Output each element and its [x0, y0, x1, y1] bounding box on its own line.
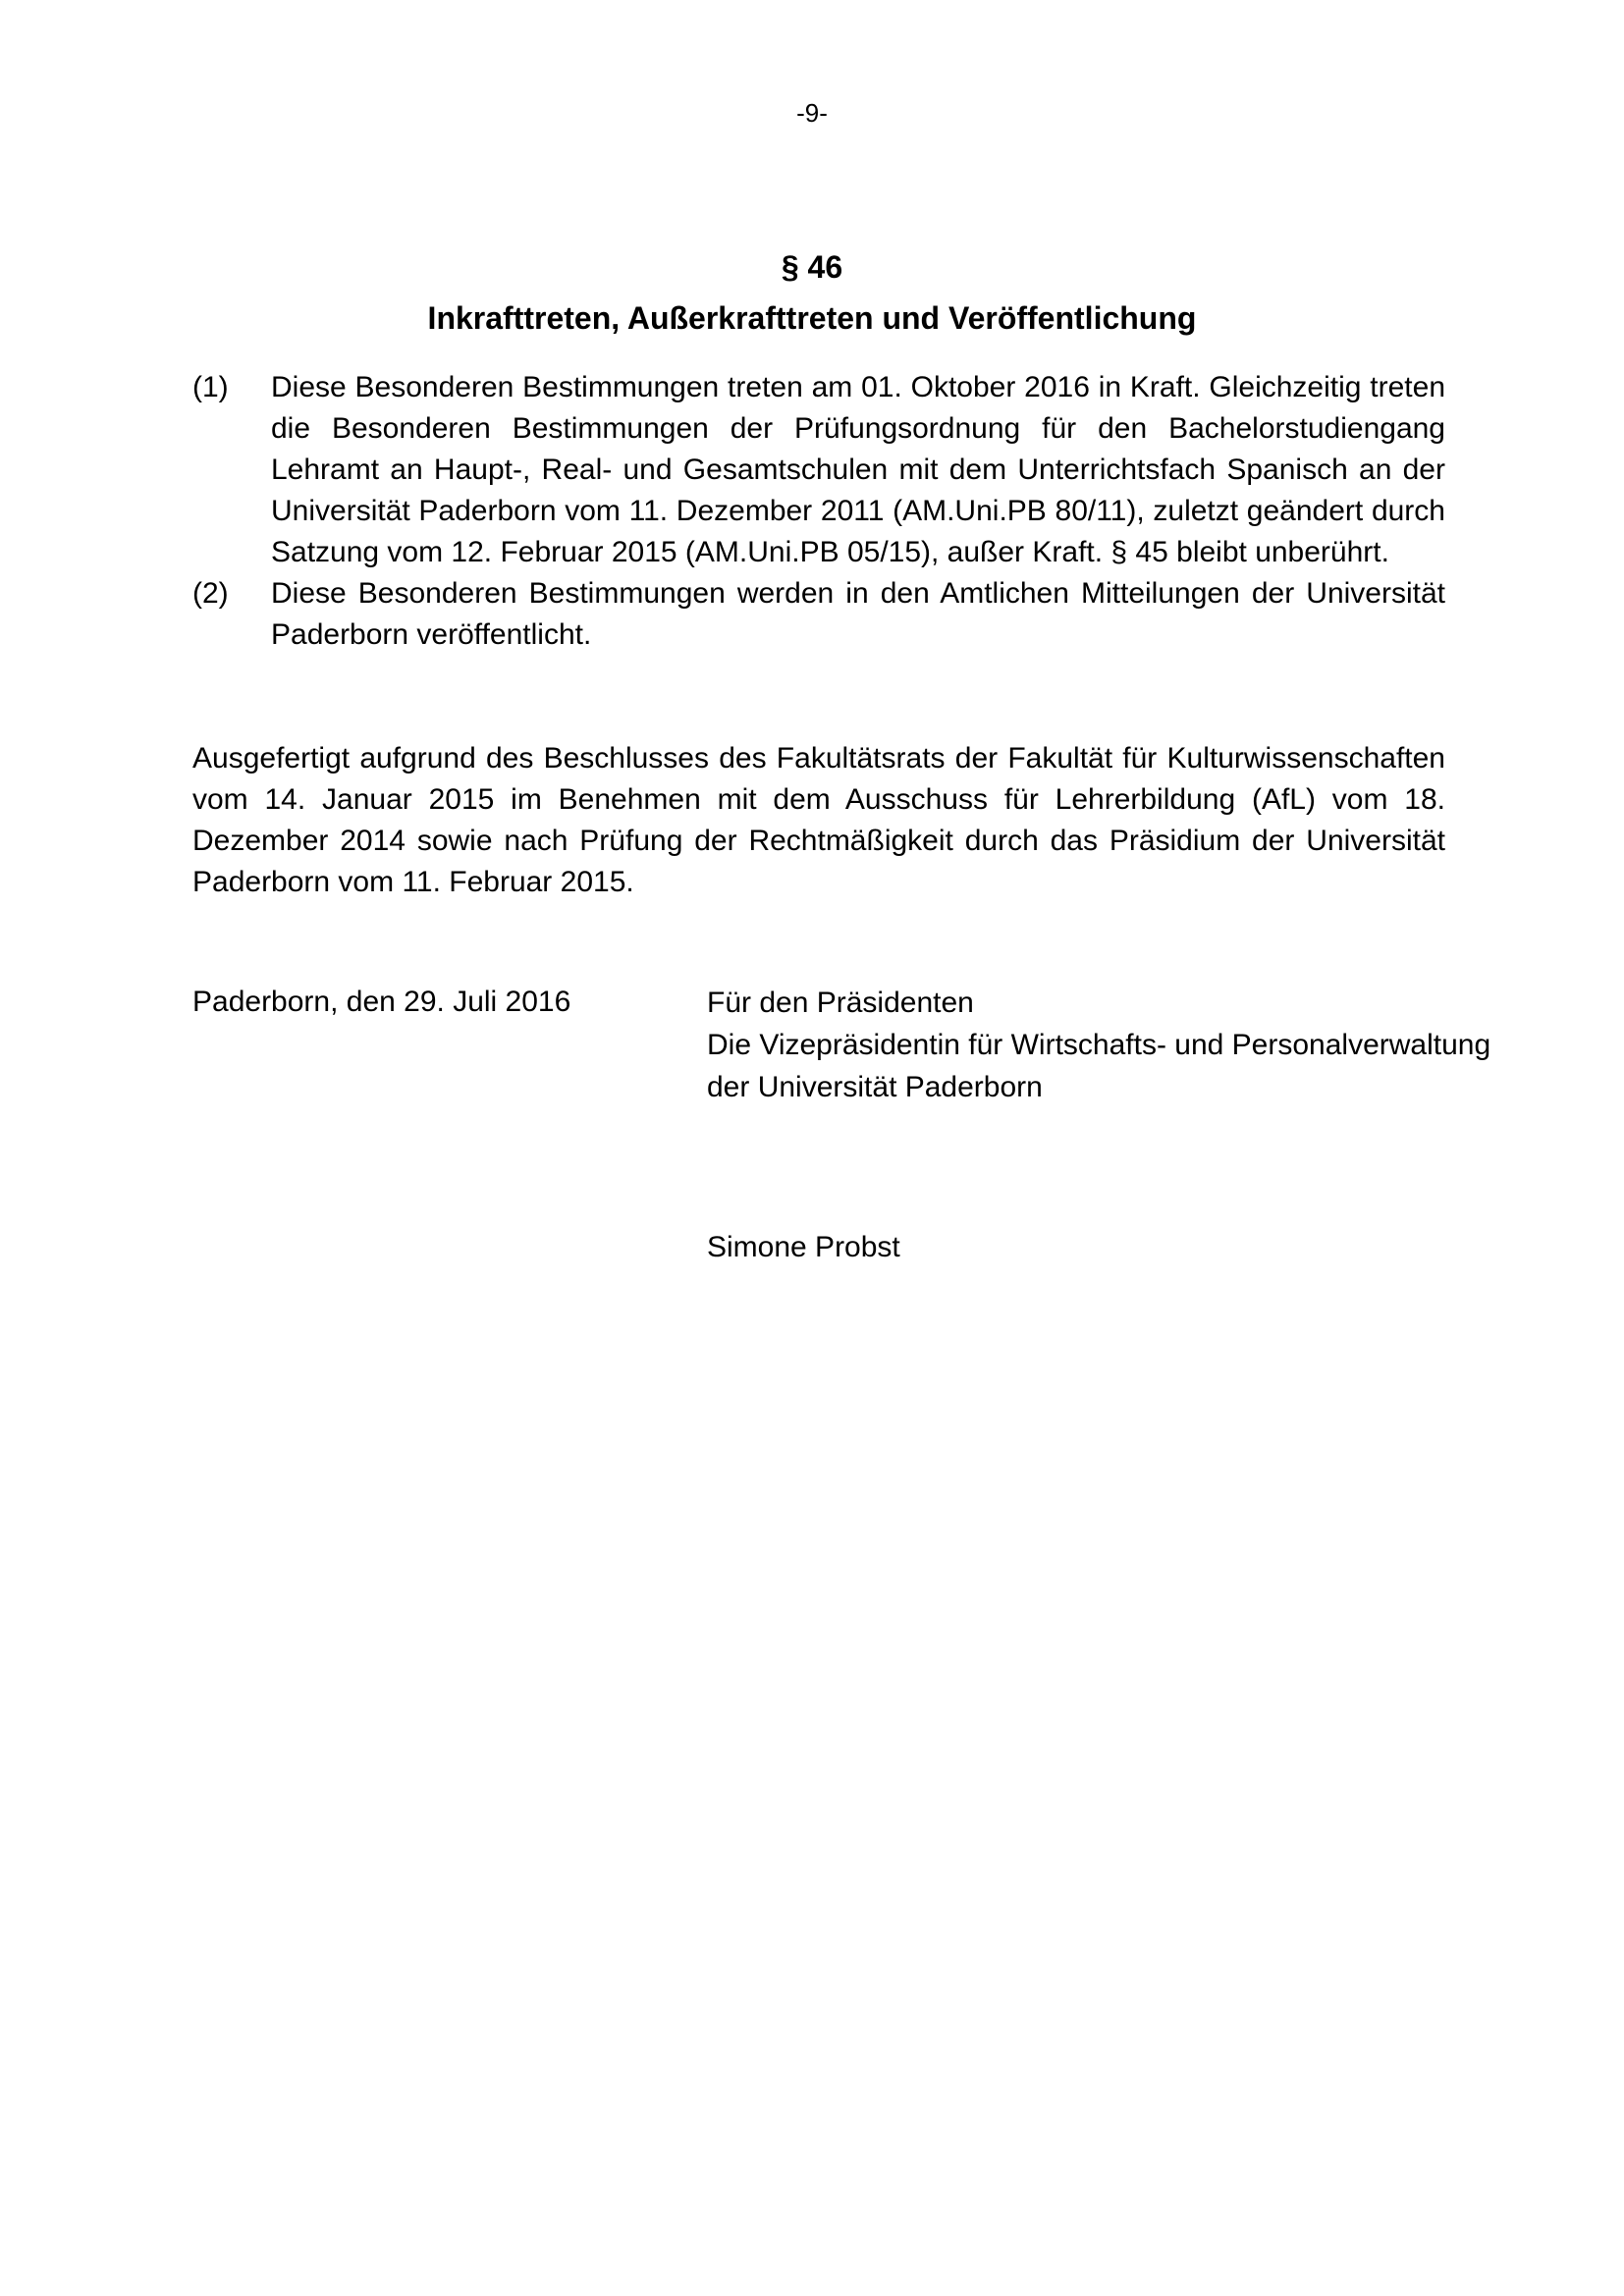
- section-title: Inkrafttreten, Außerkrafttreten und Veröffentlichung: [427, 300, 1197, 336]
- paragraph-text: Diese Besonderen Bestimmungen werden in den Amtlichen Mitteilungen der Universität Paderborn veröffentlicht.: [271, 577, 1445, 651]
- page-number: -9-: [796, 98, 828, 128]
- signer-name: Simone Probst: [707, 1231, 900, 1263]
- paragraph-number: (1): [192, 371, 229, 403]
- paragraph-number: (2): [192, 577, 229, 610]
- signatory-line: Für den Präsidenten: [707, 987, 974, 1019]
- paragraph-2: [192, 573, 1445, 656]
- paragraph-text: Diese Besonderen Bestimmungen treten am 01. Oktober 2016 in Kraft. Gleichzeitig treten die Besonderen Bestimmungen der Prüfungsordnung für den Bachelorstudiengang Lehramt an Haupt-, Real- und Gesamtschulen mit dem Unterrichtsfach Spanisch an der Universität Paderborn vom 11. Dezember 2011 (AM.Uni.PB 80/11), zuletzt geändert durch Satzung vom 12. Februar 2015 (AM.Uni.PB 05/15), außer Kraft. § 45 bleibt unberührt.: [271, 371, 1445, 568]
- signatory-line: der Universität Paderborn: [707, 1071, 1043, 1103]
- paragraph-1: [192, 367, 1445, 573]
- execution-note: Ausgefertigt aufgrund des Beschlusses des Fakultätsrats der Fakultät für Kulturwissenschaften vom 14. Januar 2015 im Benehmen mit dem Ausschuss für Lehrerbildung (AfL) vom 18. Dezember 2014 sowie nach Prüfung der Rechtmäßigkeit durch das Präsidium der Universität Paderborn vom 11. Februar 2015.: [192, 742, 1445, 898]
- signatory-line: Die Vizepräsidentin für Wirtschafts- und Personalverwaltung: [707, 1029, 1491, 1061]
- section-number: § 46: [781, 249, 843, 285]
- signatory-block: [707, 982, 1491, 1108]
- place-date: Paderborn, den 29. Juli 2016: [192, 986, 571, 1018]
